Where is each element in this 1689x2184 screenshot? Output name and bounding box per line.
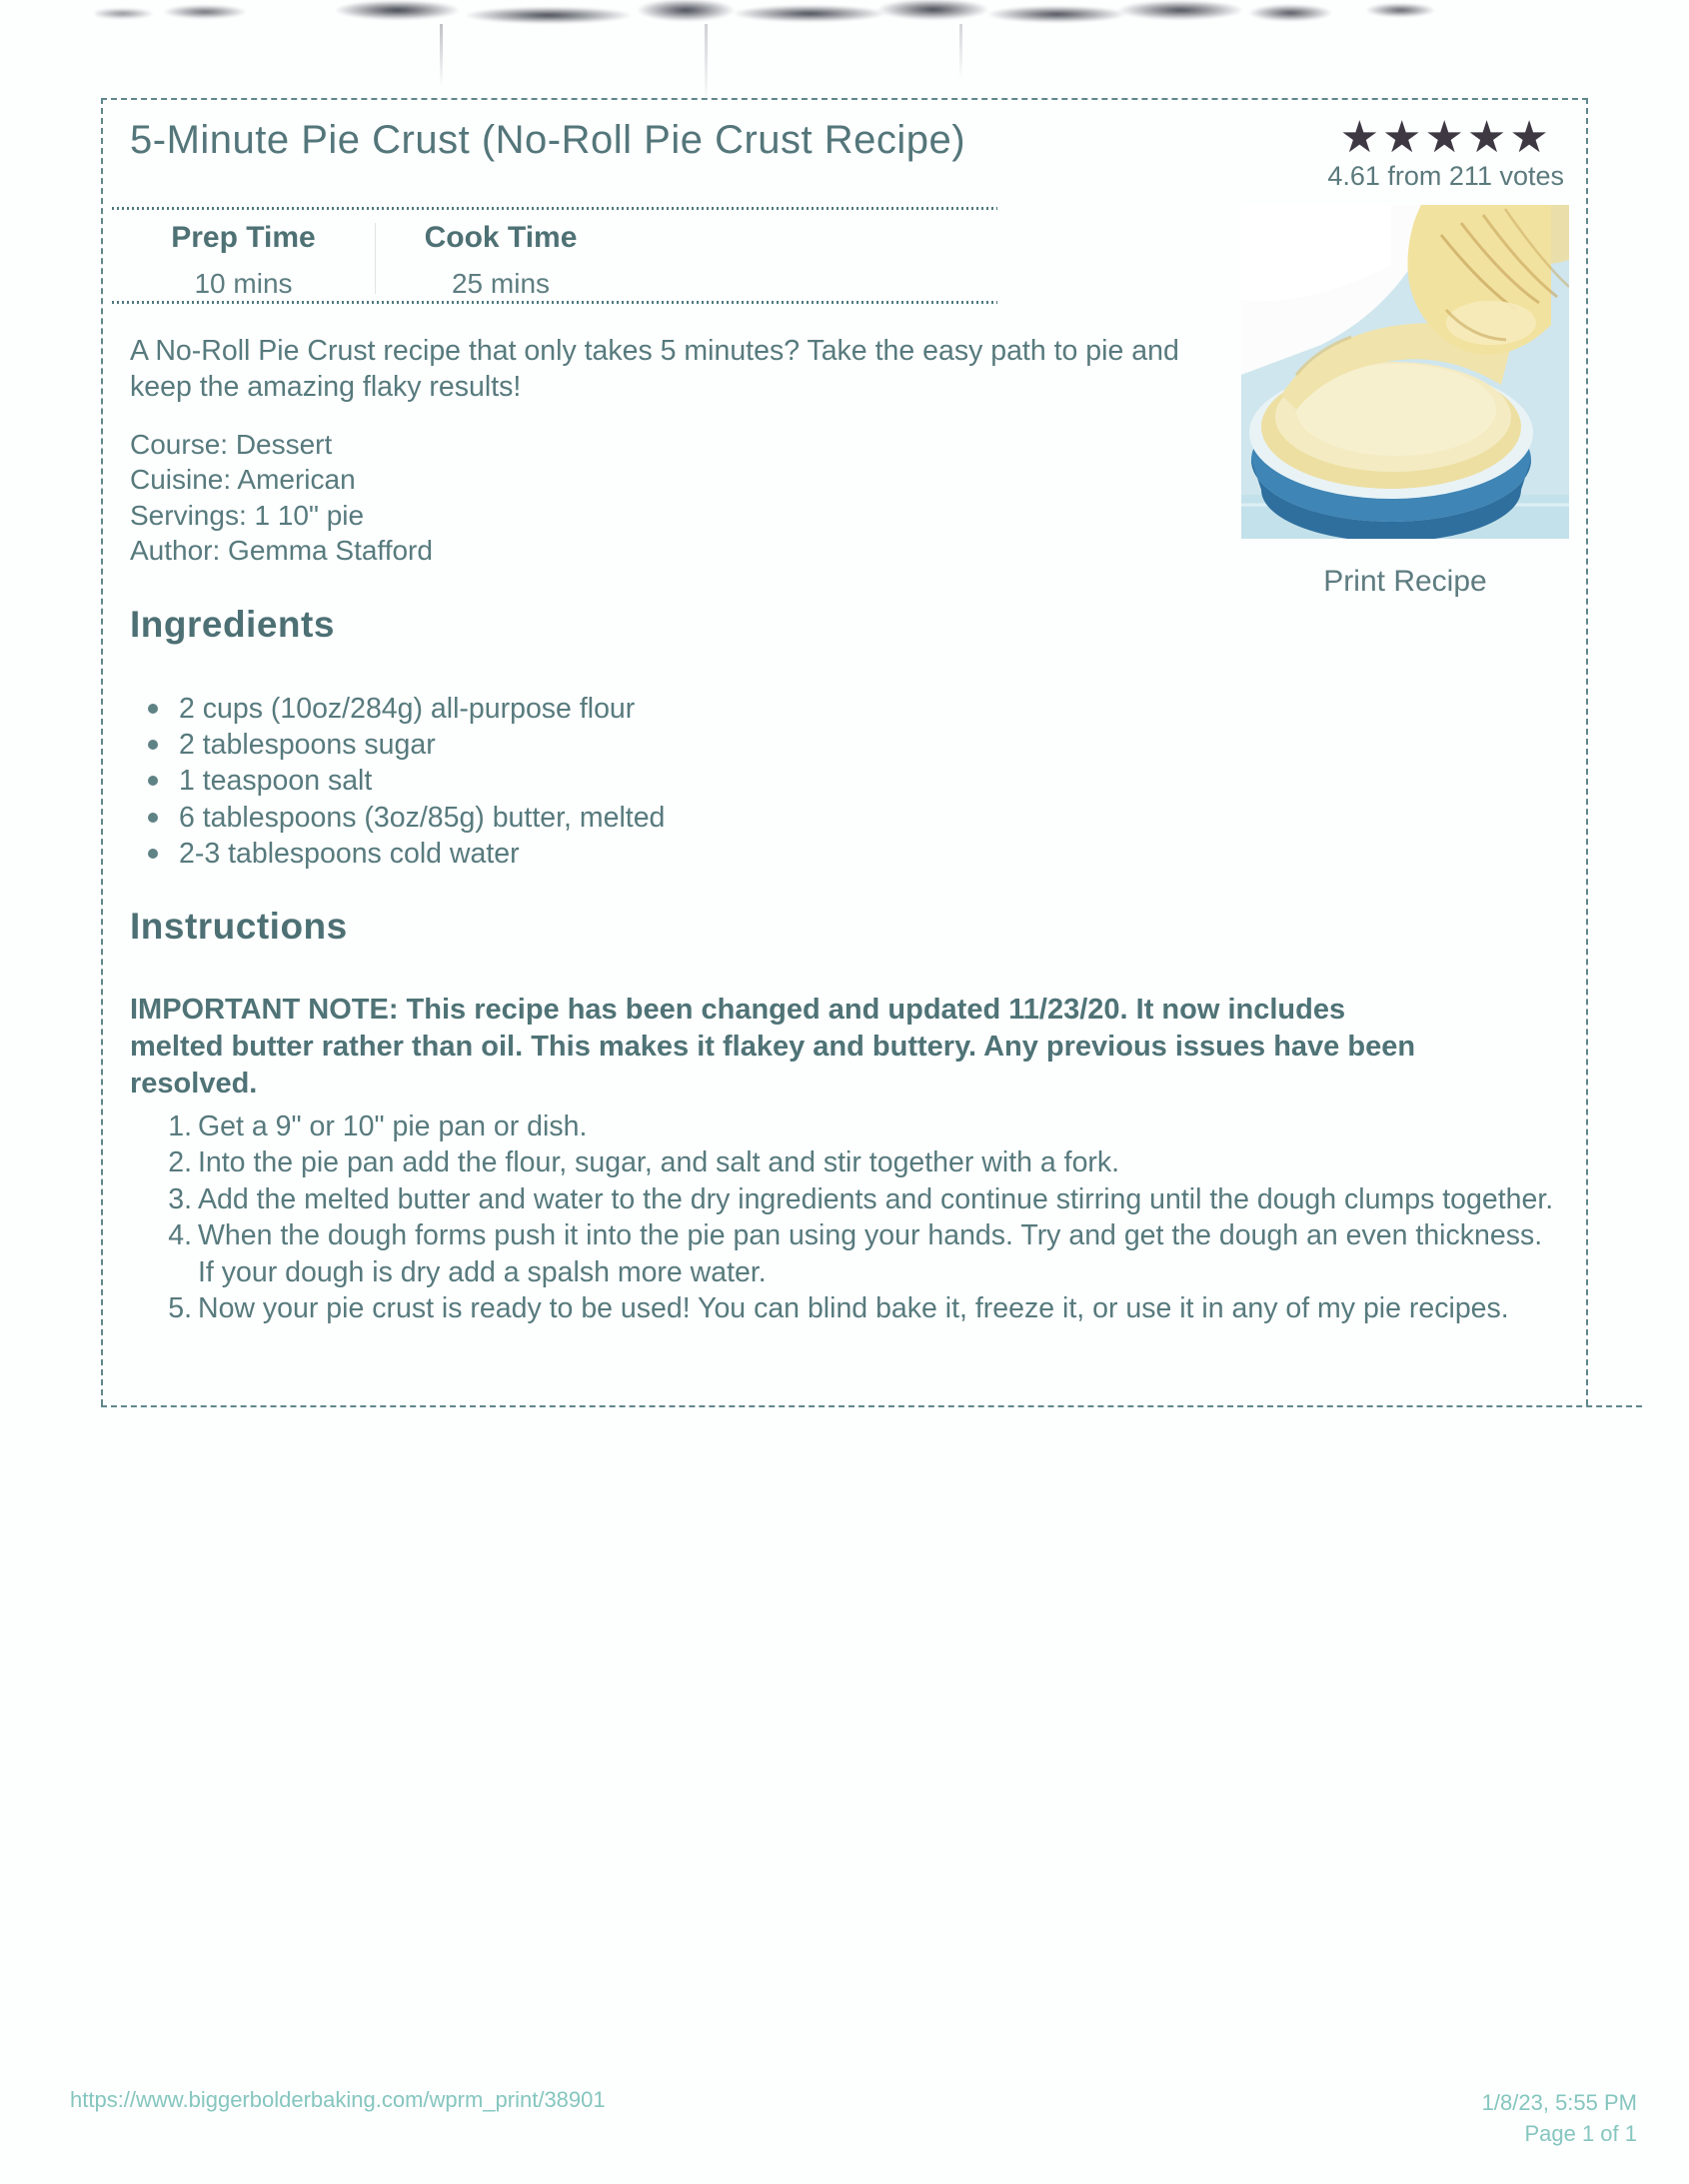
footer-page-number: Page 1 of 1 — [1524, 2121, 1637, 2146]
footer-datetime: 1/8/23, 5:55 PM — [1481, 2090, 1637, 2115]
cook-time-cell — [376, 221, 626, 300]
ingredients-list — [129, 691, 665, 872]
scan-artifact-drip — [440, 24, 443, 86]
star-rating-icons: ★★★★★ — [1339, 113, 1552, 162]
scan-artifact-drip — [959, 24, 962, 79]
instruction-step: Add the melted butter and water to the dry ingredients and continue stirring until the dough clumps together. — [198, 1182, 1554, 1215]
ingredient-item: 2-3 tablespoons cold water — [129, 836, 665, 872]
rating-votes-text: 4.61 from 211 votes — [1327, 161, 1564, 191]
prep-time-value: 10 mins — [194, 268, 293, 299]
prep-time-label: Prep Time — [171, 221, 316, 254]
pie-crust-photo-illustration — [1241, 205, 1569, 539]
dotted-separator — [112, 301, 997, 304]
instruction-step: Now your pie crust is ready to be used! You can blind bake it, freeze it, or use it in any of my pie recipes. — [198, 1292, 1509, 1325]
ingredient-item: 1 teaspoon salt — [129, 763, 665, 799]
recipe-description: A No-Roll Pie Crust recipe that only takes 5 minutes? Take the easy path to pie and keep the amazing flaky results! — [130, 335, 1179, 403]
times-table — [112, 207, 997, 304]
meta-cuisine: Cuisine: American — [130, 464, 356, 496]
important-note-line: resolved. — [130, 1068, 258, 1099]
dotted-separator — [112, 207, 997, 210]
cook-time-value: 25 mins — [451, 268, 551, 299]
important-note-line: melted butter rather than oil. This makes it flakey and buttery. Any previous issues have been — [130, 1031, 1416, 1063]
card-bottom-dashed-border — [101, 1405, 1642, 1407]
rating-block — [1327, 113, 1564, 192]
instructions-list — [130, 1108, 1561, 1326]
instruction-step: Into the pie pan add the flour, sugar, and salt and stir together with a fork. — [198, 1146, 1120, 1179]
important-note — [130, 992, 1415, 1102]
important-note-line: IMPORTANT NOTE: This recipe has been changed and updated 11/23/20. It now includes — [130, 994, 1346, 1026]
cook-time-label: Cook Time — [424, 221, 578, 254]
ingredient-item: 6 tablespoons (3oz/85g) butter, melted — [129, 800, 665, 836]
scan-artifact-smudge — [95, 0, 1469, 34]
recipe-card — [101, 98, 1588, 1405]
ingredient-item: 2 tablespoons sugar — [129, 727, 665, 763]
ingredient-item: 2 cups (10oz/284g) all-purpose flour — [129, 691, 665, 727]
instruction-step: When the dough forms push it into the pie pan using your hands. Try and get the dough an even thickness. If your dough is dry add a spalsh more water. — [198, 1219, 1543, 1288]
meta-servings: Servings: 1 10" pie — [130, 499, 365, 531]
recipe-photo — [1241, 205, 1569, 539]
meta-author: Author: Gemma Stafford — [130, 535, 433, 567]
meta-course: Course: Dessert — [130, 429, 333, 460]
footer-page-info — [1482, 2087, 1637, 2149]
prep-time-cell — [112, 221, 375, 300]
instruction-step: Get a 9" or 10" pie pan or dish. — [198, 1110, 588, 1142]
recipe-title: 5-Minute Pie Crust (No-Roll Pie Crust Recipe) — [130, 118, 966, 162]
instructions-heading: Instructions — [130, 906, 348, 947]
scan-artifact-drip — [705, 24, 708, 104]
print-recipe-link[interactable]: Print Recipe — [1323, 565, 1487, 598]
ingredients-heading: Ingredients — [130, 604, 335, 645]
recipe-meta — [130, 427, 433, 569]
footer-url: https://www.biggerbolderbaking.com/wprm_print/38901 — [70, 2087, 606, 2112]
